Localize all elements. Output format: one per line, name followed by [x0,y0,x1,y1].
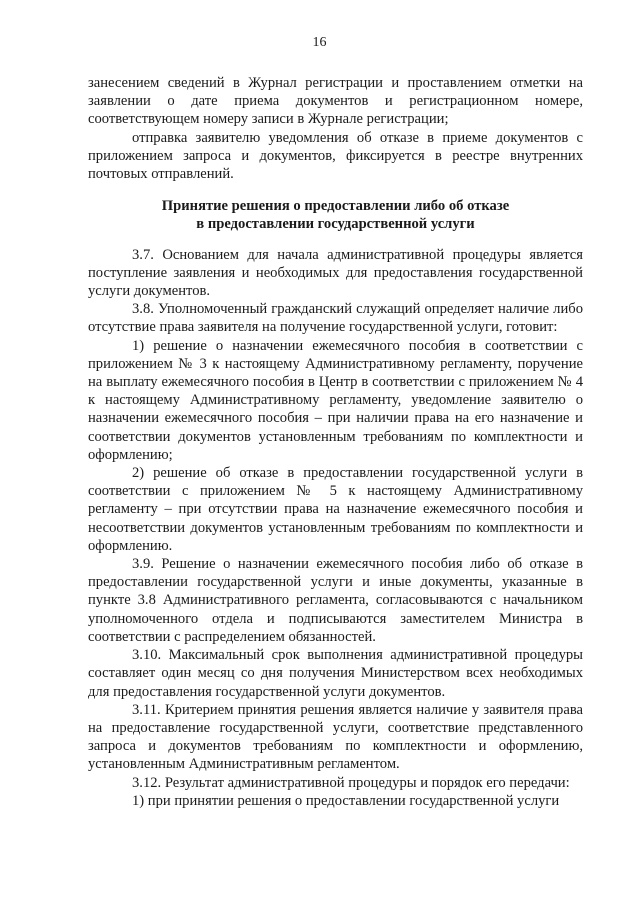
section-heading [88,197,583,233]
paragraph-3-12: 3.12. Результат административной процедуры и порядок его передачи: [132,774,570,791]
section-heading-line: Принятие решения о предоставлении либо об отказе [161,198,510,215]
section-heading-line: в предоставлении государственной услуги [196,216,475,233]
paragraph-3-10: 3.10. Максимальный срок выполнения административной процедуры составляет один месяц со дня получения Министерством всех необходимых для предоставления государственной услуги документов. [88,647,583,700]
document-body [88,74,583,810]
intro-paragraph: отправка заявителю уведомления об отказе в приеме документов с приложением запроса и документов, фиксируется в реестре внутренних почтовых отправлений. [88,129,583,183]
paragraph-3-9: 3.9. Решение о назначении ежемесячного пособия либо об отказе в предоставлении государственной услуги и иные документы, указанные в пункте 3.8 Административного регламента, согласовываются с начальником уполномоченного отдела и подписываются заместителем Министра в соответствии с распределением обязанностей. [88,556,583,645]
list-item-3-8-1: 1) решение о назначении ежемесячного пособия в соответствии с приложением № 3 к настоящему Административному регламенту, поручение на выплату ежемесячного пособия в Центр в соответствии с приложением № 4 к настоящему Административному регламенту, уведомление заявителю о назначении ежемесячного пособия – при наличии права на его назначение и соответствии документов установленным требованиям по комплектности и оформлению; [88,337,583,463]
list-item-3-12-1: 1) при принятии решения о предоставлении государственной услуги [132,792,560,809]
paragraph-3-11: 3.11. Критерием принятия решения является наличие у заявителя права на предоставление государственной услуги, соответствие представленного запроса и документов требованиям по комплектности и оформлению, установленным Административным регламентом. [88,701,583,773]
intro-paragraph: занесением сведений в Журнал регистрации и проставлением отметки на заявлении о дате приема документов и регистрационном номере, соответствующем номеру записи в Журнале регистрации; [88,75,583,128]
paragraph-3-7: 3.7. Основанием для начала административной процедуры является поступление заявления и необходимых для предоставления государственной услуги документов. [88,246,583,300]
list-item-3-8-2: 2) решение об отказе в предоставлении государственной услуги в соответствии с приложением № 5 к настоящему Административному регламенту – при отсутствии права на назначение ежемесячного пособия и несоответствии документов установленным требованиям по комплектности и оформлению. [88,465,583,554]
page-number: 16 [312,35,327,50]
paragraph-3-8: 3.8. Уполномоченный гражданский служащий определяет наличие либо отсутствие права заявителя на получение государственной услуги, готовит: [88,301,583,336]
